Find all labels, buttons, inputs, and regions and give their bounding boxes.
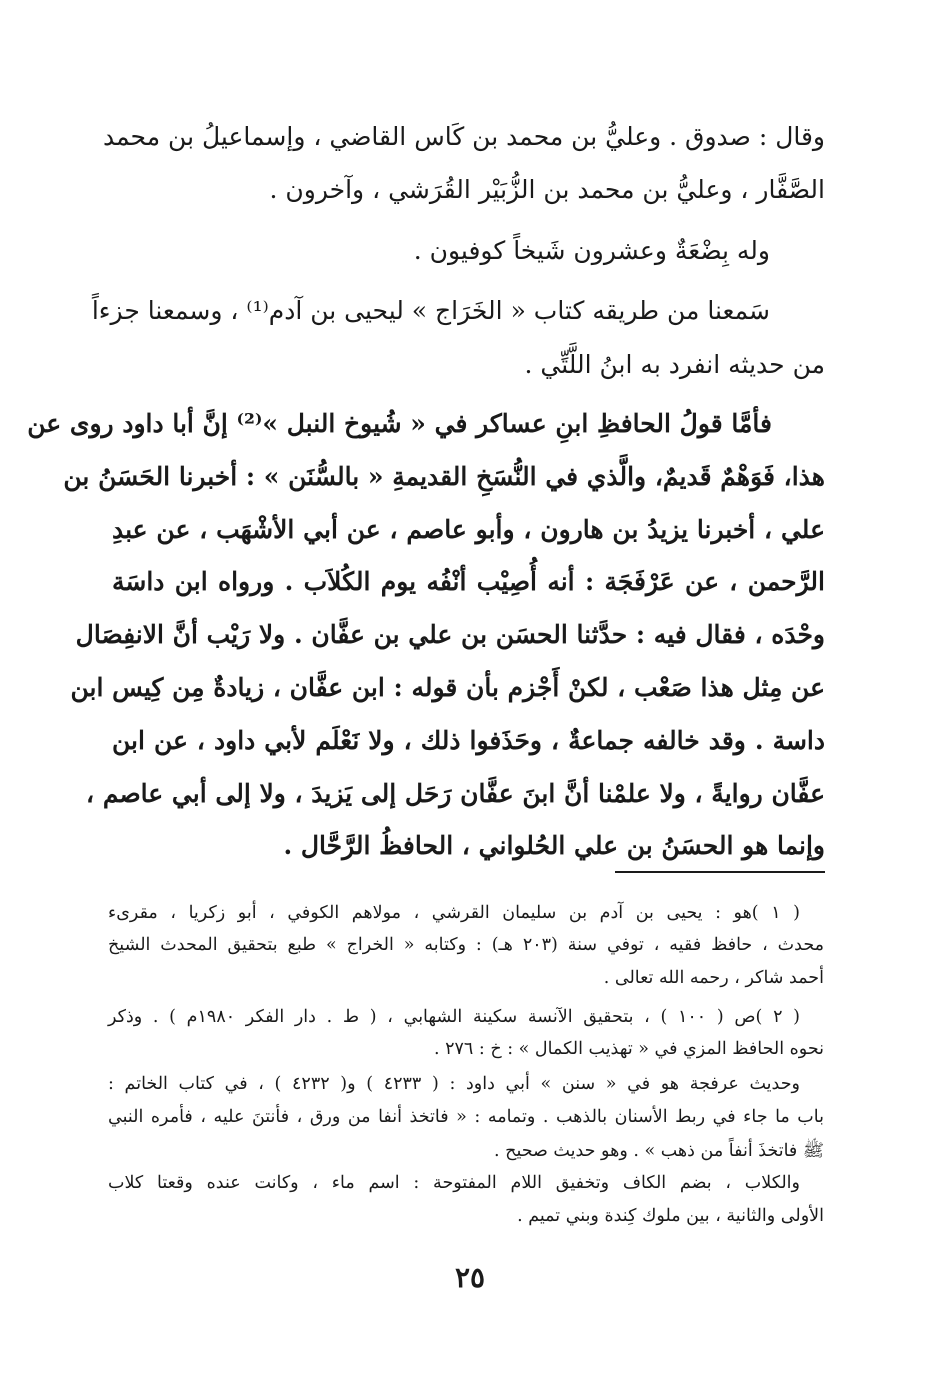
page-number: ٢٥ <box>454 1261 486 1294</box>
body-line: وحْدَه ، فقال فيه : حدَّثنا الحسَن بن علي بن عفَّان . ولا رَيْب أنَّ الانفِصَال <box>75 620 825 649</box>
body-line: عفَّان روايةً ، ولا علمْنا أنَّ ابنَ عفَّان رَحَل إلى يَزيدَ ، ولا إلى أبي عاصم ، <box>86 779 825 808</box>
footnote-line: ( ٢ )ص ( ١٠٠ ) ، بتحقيق الآنسة سكينة الشهابي ، ( ط . دار الفكر ١٩٨٠م ) . وذكر <box>108 1007 800 1027</box>
body-line: فأمَّا قولُ الحافظِ ابنِ عساكر في « شُيوخ النبل »⁽²⁾ إنَّ أبا داود روى عن <box>27 409 772 438</box>
body-line: وقال : صدوق . وعليُّ بن محمد بن كَاس القاضي ، وإسماعيلُ بن محمد <box>102 122 825 151</box>
body-line: علي ، أخبرنا يزيدُ بن هارون ، وأبو عاصم ، عن أبي الأشْهَب ، عن عبدِ <box>112 515 825 544</box>
body-line: من حديثه انفرد به ابنُ اللَّتِّي . <box>524 350 825 379</box>
body-line: عن مِثل هذا صَعْب ، لكنْ أَجْزم بأن قوله : ابن عفَّان ، زيادةٌ مِن كِيس ابن <box>70 673 825 702</box>
footnote-line: ﷺ فاتخذَ أنفاً من ذهب » . وهو حديث صحيح . <box>494 1141 824 1161</box>
body-line: داسة . وقد خالفه جماعةٌ ، وحَذَفوا ذلك ، ولا نَعْلَم لأبي داود ، عن ابن <box>112 726 825 755</box>
footnote-line: والكلاب ، بضم الكاف وتخفيق اللام المفتوحة : اسم ماء ، وكانت عنده وقعتا كلاب <box>108 1173 800 1193</box>
footnote-separator <box>615 871 825 873</box>
body-line: وإنما هو الحسَنُ بن علي الحُلواني ، الحافظُ الرَّحَّال . <box>283 831 825 860</box>
footnote-line: محدث ، حافظ فقيه ، توفي سنة (٢٠٣ هـ) : وكتابه « الخراج » طبع بتحقيق المحدث الشيخ <box>108 935 824 955</box>
footnote-line: باب ما جاء في ربط الأسنان بالذهب . وتمامه : « فاتخذ أنفا من ورق ، فأنتنَ عليه ، فأمره النبي <box>108 1107 824 1127</box>
footnote-line: نحوه الحافظ المزي في « تهذيب الكمال » : خ : ٢٧٦ . <box>433 1039 824 1059</box>
body-line: الصَّفَّار ، وعليُّ بن محمد بن الزُّبَيْر القُرَشي ، وآخرون . <box>269 175 825 204</box>
body-line: هذا، فَوَهْمٌ قَديمٌ، والَّذي في النُّسَخِ القديمةِ « بالسُّنَن » : أخبرنا الحَسَنُ بن <box>63 462 825 491</box>
footnote-line: أحمد شاكر ، رحمه الله تعالى . <box>603 968 824 988</box>
footnote-line: الأولى والثانية ، بين ملوك كِندة وبني تميم . <box>517 1206 824 1226</box>
footnote-line: وحديث عرفجة هو في « سنن » أبي داود : ( ٤٢٣٣ ) و( ٤٢٣٢ ) ، في كتاب الخاتم : <box>108 1074 800 1094</box>
body-line: سَمعنا من طريقه كتاب « الخَرَاج » ليحيى بن آدم⁽¹⁾ ، وسمعنا جزءاً <box>91 296 770 325</box>
footnote-line: ( ١ )هو : يحيى بن آدم بن سليمان القرشي ، مولاهم الكوفي ، أبو زكريا ، مقرىء <box>108 903 801 923</box>
body-line: وله بِضْعَةٌ وعشرون شَيخاً كوفيون . <box>413 236 770 265</box>
body-line: الرَّحمن ، عن عَرْفَجَة : أنه أُصِيْب أنْفُه يوم الكُلاَب . ورواه ابن داسَة <box>112 567 825 596</box>
